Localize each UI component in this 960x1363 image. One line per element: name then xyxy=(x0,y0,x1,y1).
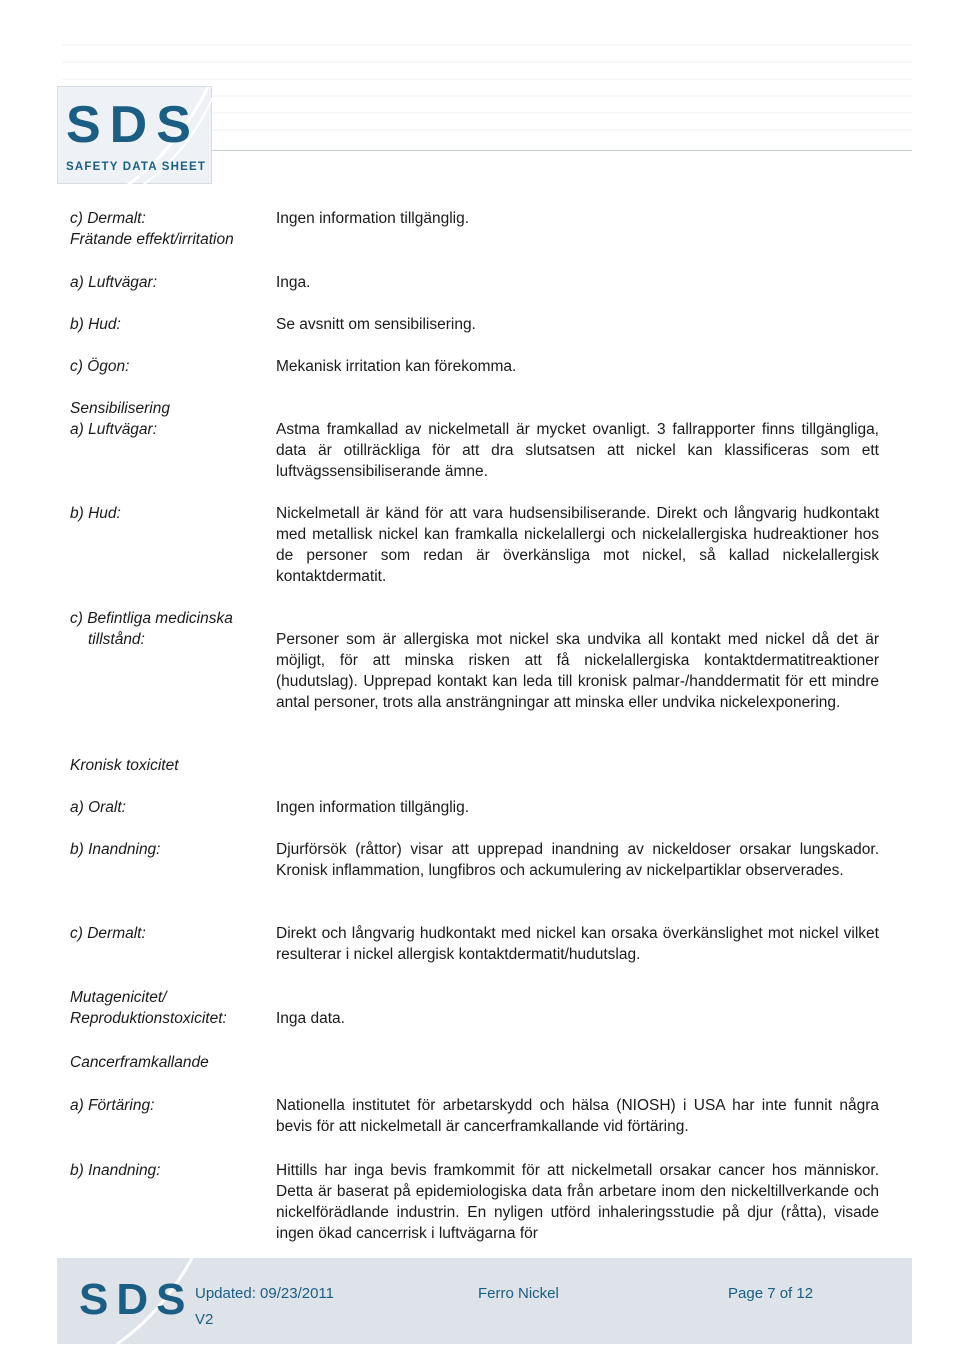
logo-subtitle: SAFETY DATA SHEET xyxy=(66,161,207,173)
text-dermalt-fratande: Ingen information tillgänglig. xyxy=(276,210,470,227)
text-inandning-cancer: Hittills har inga bevis framkommit för att nickelmetall orsakar cancer hos människor. Detta är baserat på epidemiologiska data från arbetare inom den nickeltillverkande och nickelförädlande industrin. En nyligen utförd inhaleringsstudie på djur (råtta), visade ingen ökad cancerrisk i luftvägarna för xyxy=(276,1162,879,1242)
text-luftvagar: Inga. xyxy=(276,274,311,291)
heading-kronisk-toxicitet: Kronisk toxicitet xyxy=(70,757,179,774)
text-hud: Se avsnitt om sensibilisering. xyxy=(276,316,476,333)
text-dermalt-kronisk: Direkt och långvarig hudkontakt med nickel kan orsaka överkänslighet mot nickel vilket resulterar i nickel allergisk kontaktdermatit/hudutslag. xyxy=(276,925,879,963)
page-footer xyxy=(57,1258,912,1344)
logo-text: SDS xyxy=(66,96,200,154)
label-fortaring: a) Förtäring: xyxy=(70,1097,155,1114)
text-oralt: Ingen information tillgänglig. xyxy=(276,799,470,816)
text-sensibilisering-hud: Nickelmetall är känd för att vara hudsensibiliserande. Direkt och långvarig hudkontakt med metallisk nickel kan framkalla nickelallergi och nickelallergiska hudreaktioner hos de personer som redan är överkänsliga mot nickel, så kallad nickelallergisk kontaktdermatit. xyxy=(276,505,879,585)
label-oralt: a) Oralt: xyxy=(70,799,126,816)
label-hud: b) Hud: xyxy=(70,316,121,333)
label-befintliga-line2: tillstånd: xyxy=(88,631,145,648)
label-luftvagar: a) Luftvägar: xyxy=(70,274,158,291)
label-befintliga-tillstand xyxy=(70,608,270,650)
heading-cancerframkallande: Cancerframkallande xyxy=(70,1054,209,1071)
text-befintliga-tillstand: Personer som är allergiska mot nickel ska undvika all kontakt med nickel då det är möjligt, för att minska risken att få nickelallergiska kontaktdermatitreaktioner (hudutslag). Upprepad kontakt kan leda till kronisk palmar-/handdermatit för ett mindre antal personer, trots alla ansträngningar att minska eller undvika nickelexponering. xyxy=(276,631,879,711)
label-sensibilisering-hud: b) Hud: xyxy=(70,505,121,522)
text-ogon: Mekanisk irritation kan förekomma. xyxy=(276,358,517,375)
footer-page-number: Page 7 of 12 xyxy=(728,1285,814,1302)
label-sensibilisering-luftvagar: Sensibilisering a) Luftvägar: xyxy=(70,400,170,438)
text-mutagenicitet: Inga data. xyxy=(276,1010,345,1027)
footer-updated: Updated: 09/23/2011 xyxy=(195,1285,335,1302)
label-ogon: c) Ögon: xyxy=(70,358,130,375)
footer-version: V2 xyxy=(195,1311,214,1328)
footer-product: Ferro Nickel xyxy=(478,1285,559,1302)
label-inandning-cancer: b) Inandning: xyxy=(70,1162,161,1179)
label-dermalt-kronisk: c) Dermalt: xyxy=(70,925,146,942)
label-inandning-kronisk: b) Inandning: xyxy=(70,841,161,858)
label-mutagenicitet: Mutagenicitet/ Reproduktionstoxicitet: xyxy=(70,989,227,1027)
label-dermalt-fratande: c) Dermalt: Frätande effekt/irritation xyxy=(70,210,234,248)
text-inandning-kronisk: Djurförsök (råttor) visar att upprepad inandning av nickeldoser orsakar lungskador. Kronisk inflammation, lungfibros och ackumulering av nickelpartiklar observerades. xyxy=(276,841,879,879)
text-fortaring: Nationella institutet för arbetarskydd och hälsa (NIOSH) i USA har inte funnit några bevis för att nickelmetall är cancerframkallande vid förtäring. xyxy=(276,1097,879,1135)
footer-logo-text: SDS xyxy=(79,1275,194,1324)
sds-logo xyxy=(57,86,212,184)
text-sensibilisering-luftvagar: Astma framkallad av nickelmetall är mycket ovanligt. 3 fallrapporter finns tillgängliga, data är otillräckliga för att dra slutsatsen att nickel kan klassificeras som ett luftvägssensibiliserande ämne. xyxy=(276,421,879,480)
label-befintliga-line1: c) Befintliga medicinska xyxy=(70,610,233,627)
